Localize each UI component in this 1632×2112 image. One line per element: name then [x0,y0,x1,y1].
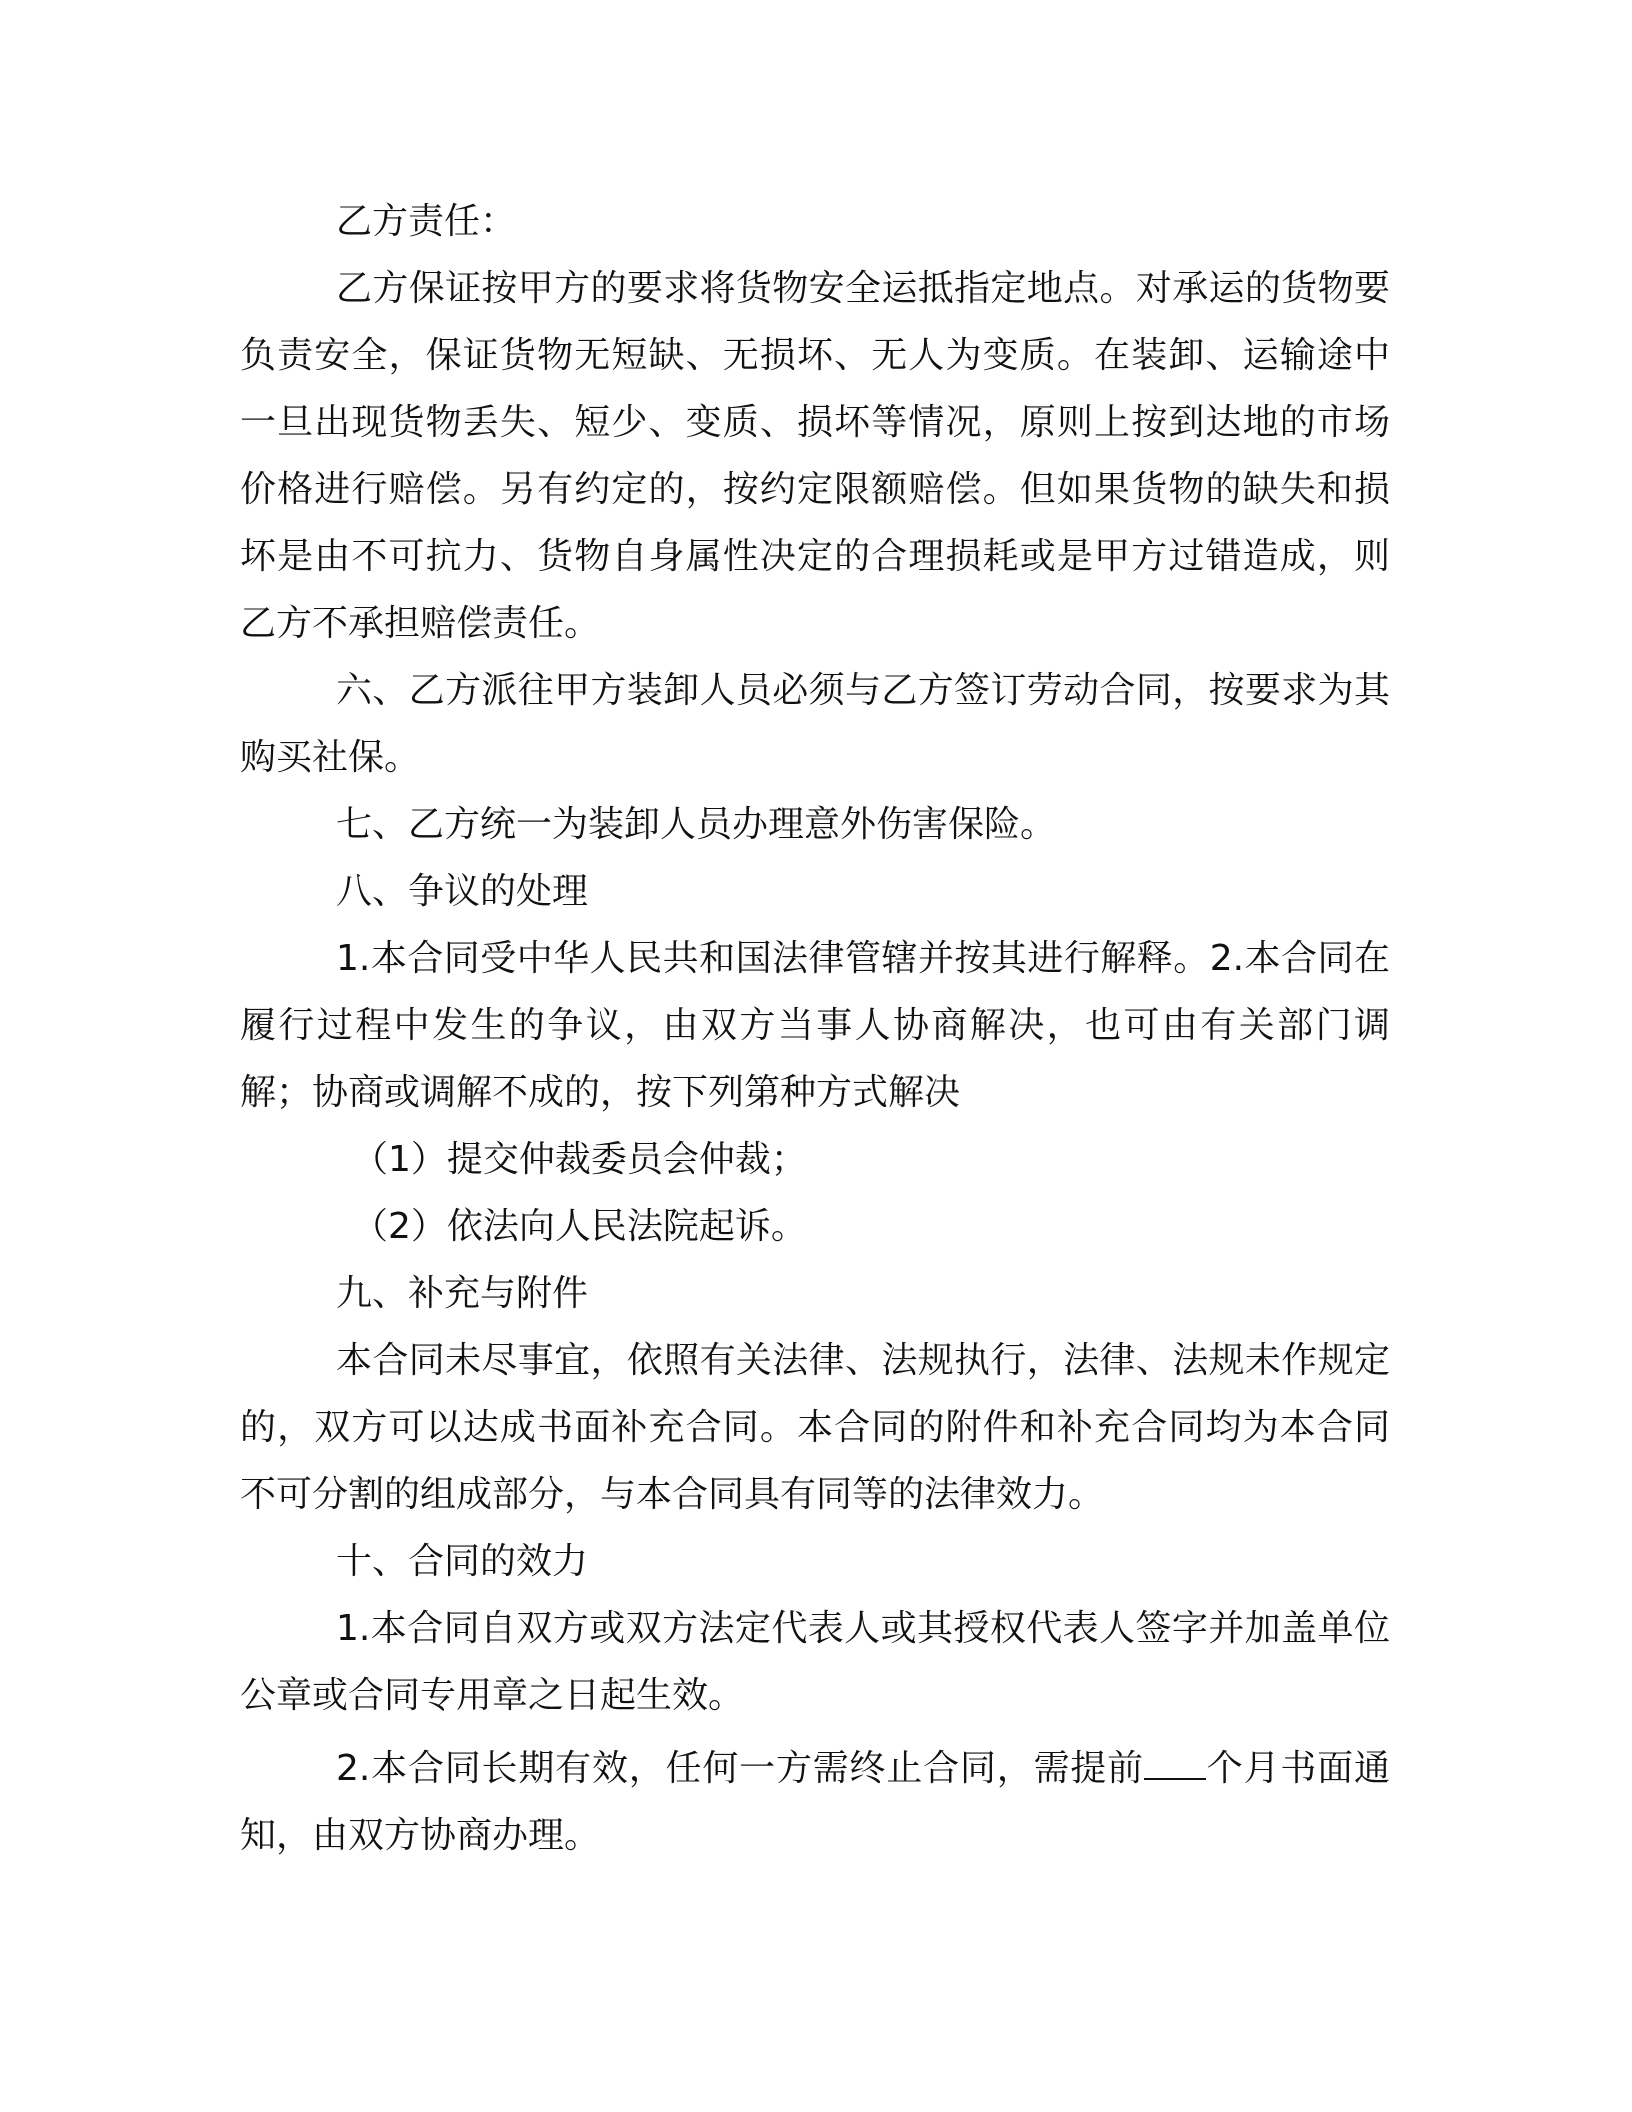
clause-eight-body: 1.本合同受中华人民共和国法律管辖并按其进行解释。2.本合同在履行过程中发生的争议，由双方当事人协商解决，也可由有关部门调解；协商或调解不成的，按下列第种方式解决 [240,938,1390,1113]
clause-ten-item-two [240,1735,1390,1869]
paragraph-party-b-guarantee: 乙方保证按甲方的要求将货物安全运抵指定地点。对承运的货物要负责安全，保证货物无短缺、无损坏、无人为变质。在装卸、运输途中一旦出现货物丢失、短少、变质、损坏等情况，原则上按到达地的市场价格进行赔偿。另有约定的，按约定限额赔偿。但如果货物的缺失和损坏是由不可抗力、货物自身属性决定的合理损耗或是甲方过错造成，则乙方不承担赔偿责任。 [240,268,1390,644]
clause-seven: 七、乙方统一为装卸人员办理意外伤害保险。 [336,804,1057,845]
clause-ten-item-two-end: 个月书面通知，由双方协商办理。 [240,1748,1390,1856]
clause-ten-heading: 十、合同的效力 [336,1541,589,1582]
clause-eight-heading: 八、争议的处理 [336,871,589,912]
clause-nine-body: 本合同未尽事宜，依照有关法律、法规执行，法律、法规未作规定的，双方可以达成书面补充合同。本合同的附件和补充合同均为本合同不可分割的组成部分，与本合同具有同等的法律效力。 [240,1340,1390,1515]
contract-page [240,188,1390,1869]
section-heading-party-b-duty: 乙方责任： [336,201,517,242]
clause-six: 六、乙方派往甲方装卸人员必须与乙方签订劳动合同，按要求为其购买社保。 [240,670,1390,778]
months-blank-field[interactable] [1144,1744,1206,1780]
clause-ten-item-one: 1.本合同自双方或双方法定代表人或其授权代表人签字并加盖单位公章或合同专用章之日起生效。 [240,1608,1390,1716]
clause-ten-item-two-start: 2.本合同长期有效，任何一方需终止合同，需提前 [336,1748,1144,1789]
clause-nine-heading: 九、补充与附件 [336,1273,589,1314]
option-arbitration: （1）提交仲裁委员会仲裁； [352,1139,807,1180]
option-court: （2）依法向人民法院起诉。 [352,1206,807,1247]
